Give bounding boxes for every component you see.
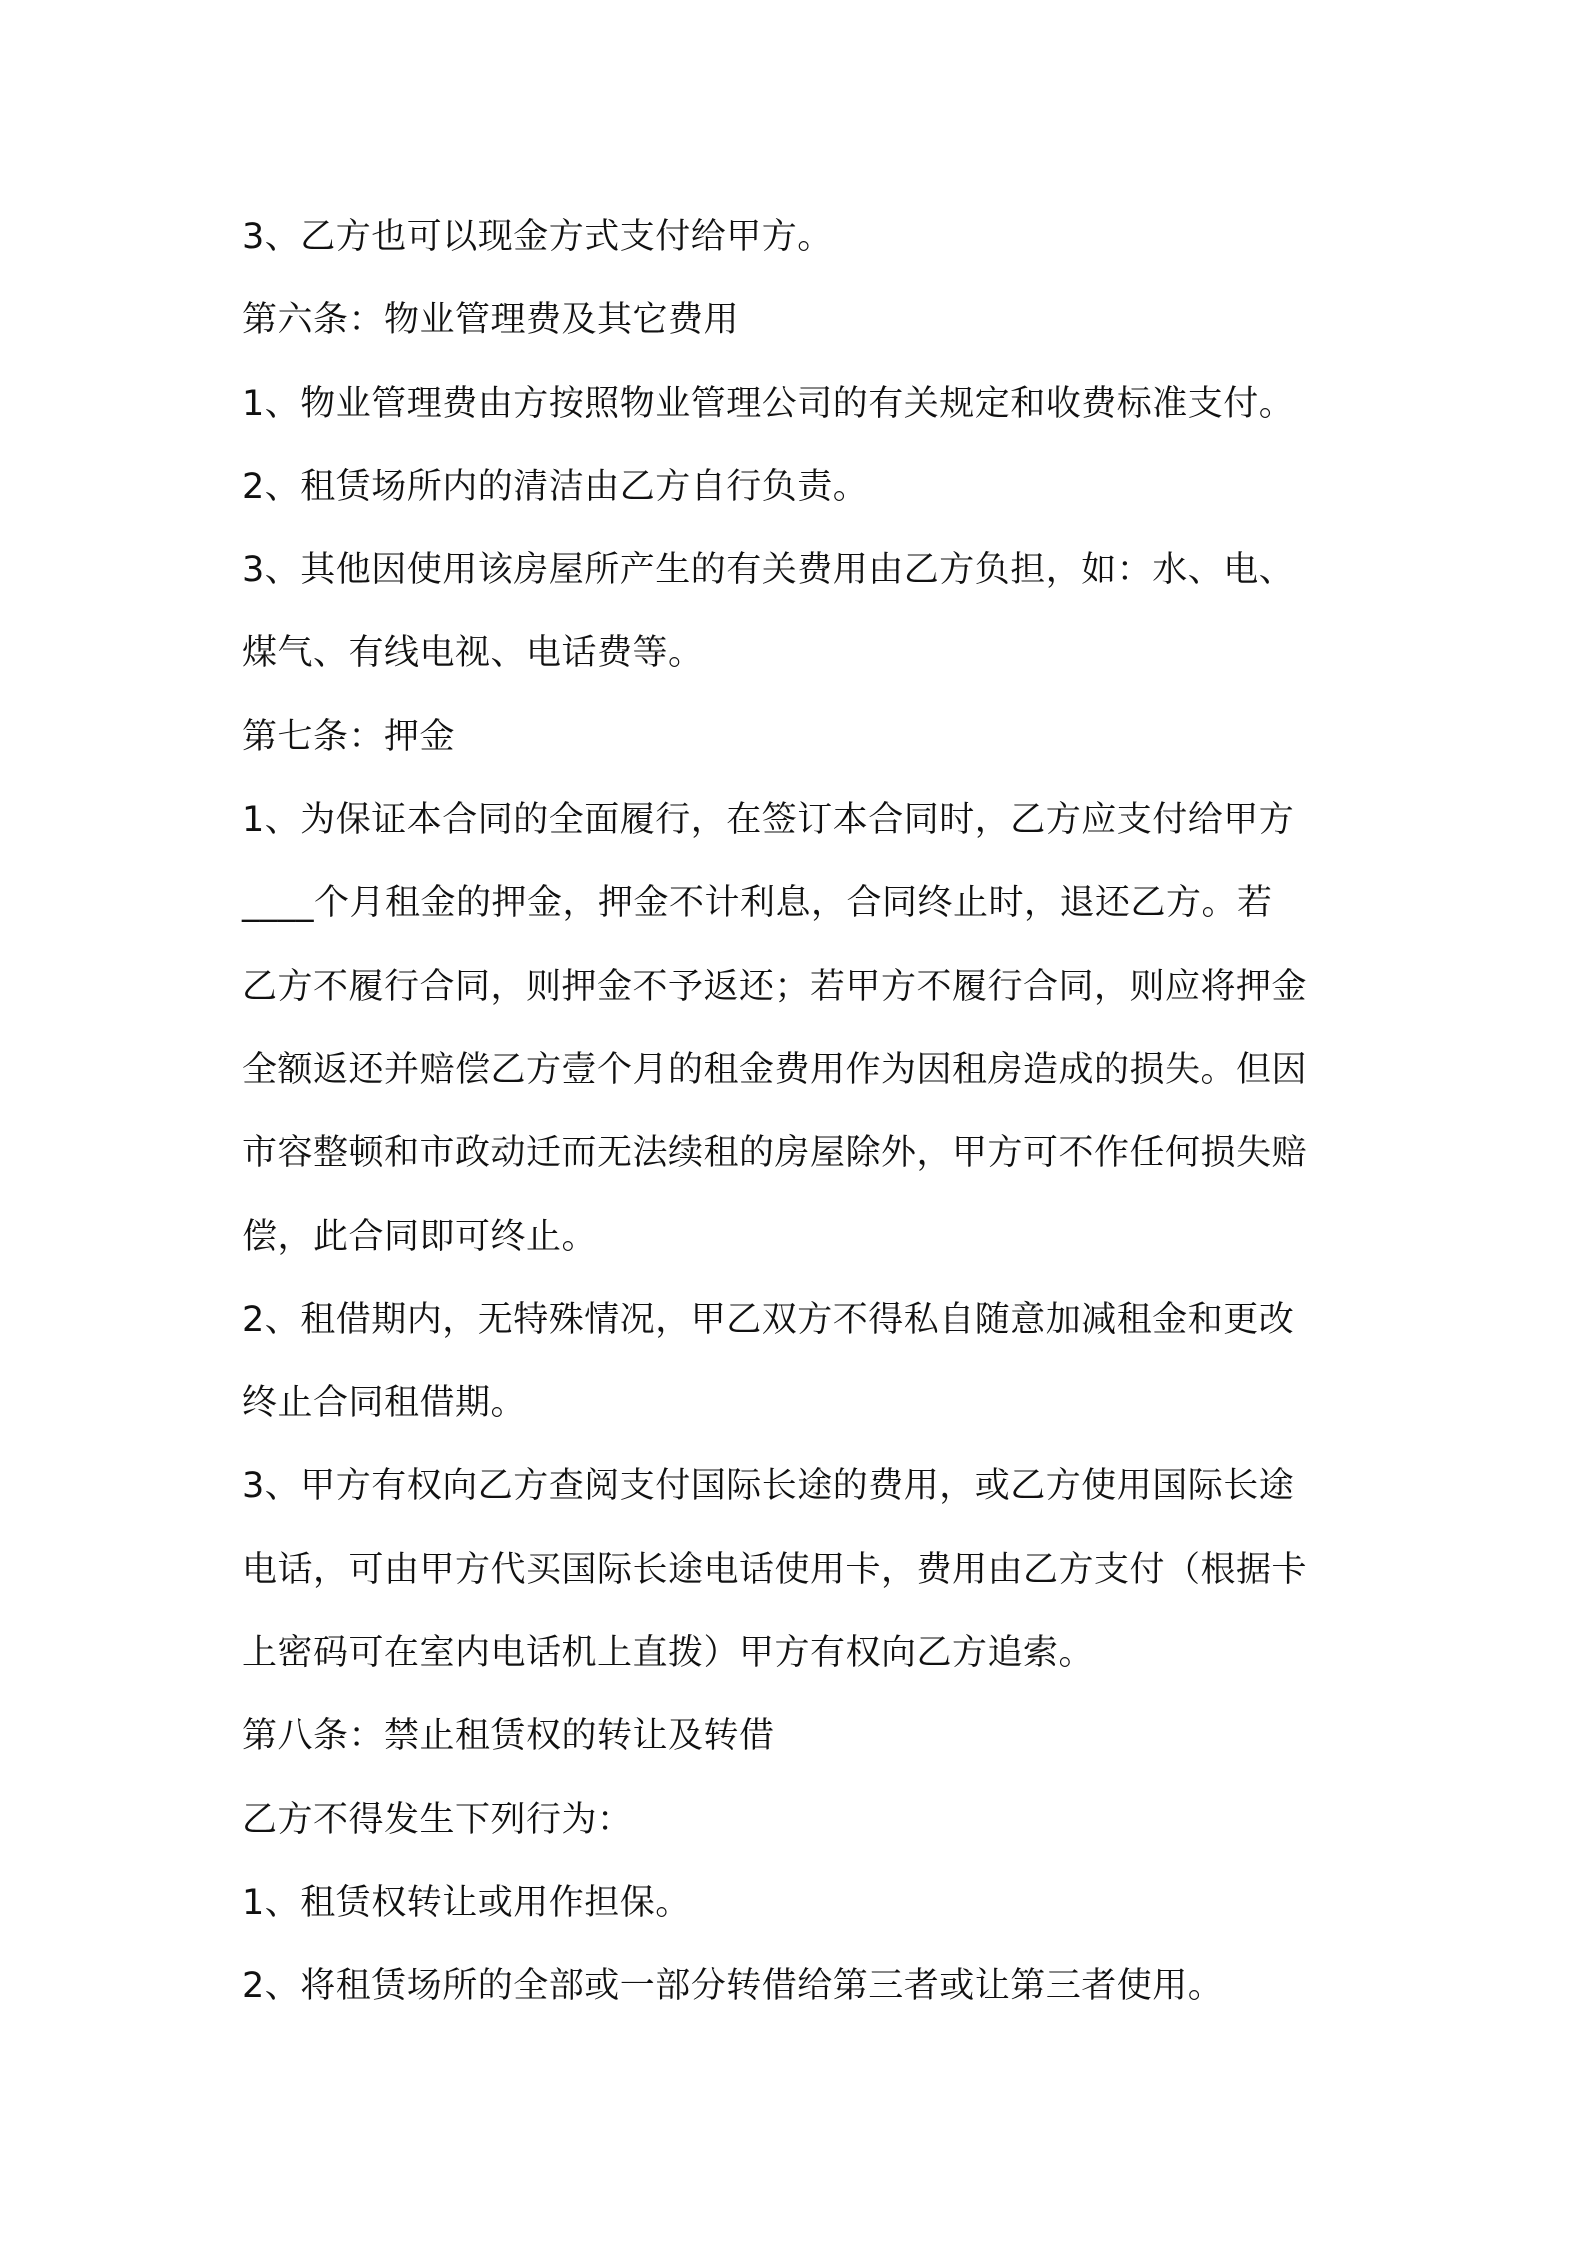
clause-line: 偿，此合同即可终止。	[242, 1216, 598, 1257]
clause-line: 乙方不得发生下列行为：	[242, 1799, 633, 1840]
clause-line: 全额返还并赔偿乙方壹个月的租金费用作为因租房造成的损失。但因	[242, 1049, 1308, 1090]
clause-line: 煤气、有线电视、电话费等。	[242, 633, 704, 674]
clause-line: 终止合同租借期。	[242, 1383, 527, 1424]
clause-line: 1、租赁权转让或用作担保。	[242, 1882, 691, 1923]
clause-line: 2、将租赁场所的全部或一部分转借给第三者或让第三者使用。	[242, 1966, 1224, 2007]
clause-line: 市容整顿和市政动迁而无法续租的房屋除外，甲方可不作任何损失赔	[242, 1133, 1308, 1174]
clause-line: 3、乙方也可以现金方式支付给甲方。	[242, 217, 833, 257]
clause-line: 2、租借期内，无特殊情况，甲乙双方不得私自随意加减租金和更改	[242, 1299, 1295, 1340]
clause-line: 3、甲方有权向乙方查阅支付国际长途的费用，或乙方使用国际长途	[242, 1466, 1295, 1507]
clause-line: ____个月租金的押金，押金不计利息，合同终止时，退还乙方。若	[242, 883, 1273, 924]
clause-line: 1、物业管理费由方按照物业管理公司的有关规定和收费标准支付。	[242, 383, 1295, 424]
clause-line: 3、其他因使用该房屋所产生的有关费用由乙方负担，如：水、电、	[242, 550, 1295, 591]
document-page	[242, 196, 1362, 2029]
article-heading: 第六条：物业管理费及其它费用	[242, 300, 740, 341]
article-heading: 第八条：禁止租赁权的转让及转借	[242, 1716, 775, 1757]
clause-line: 1、为保证本合同的全面履行，在签订本合同时，乙方应支付给甲方	[242, 800, 1295, 841]
clause-line: 2、租赁场所内的清洁由乙方自行负责。	[242, 466, 869, 507]
clause-line: 乙方不履行合同，则押金不予返还；若甲方不履行合同，则应将押金	[242, 966, 1308, 1007]
clause-line: 电话，可由甲方代买国际长途电话使用卡，费用由乙方支付（根据卡	[242, 1549, 1308, 1590]
article-heading: 第七条：押金	[242, 716, 456, 757]
clause-line: 上密码可在室内电话机上直拨）甲方有权向乙方追索。	[242, 1633, 1095, 1674]
